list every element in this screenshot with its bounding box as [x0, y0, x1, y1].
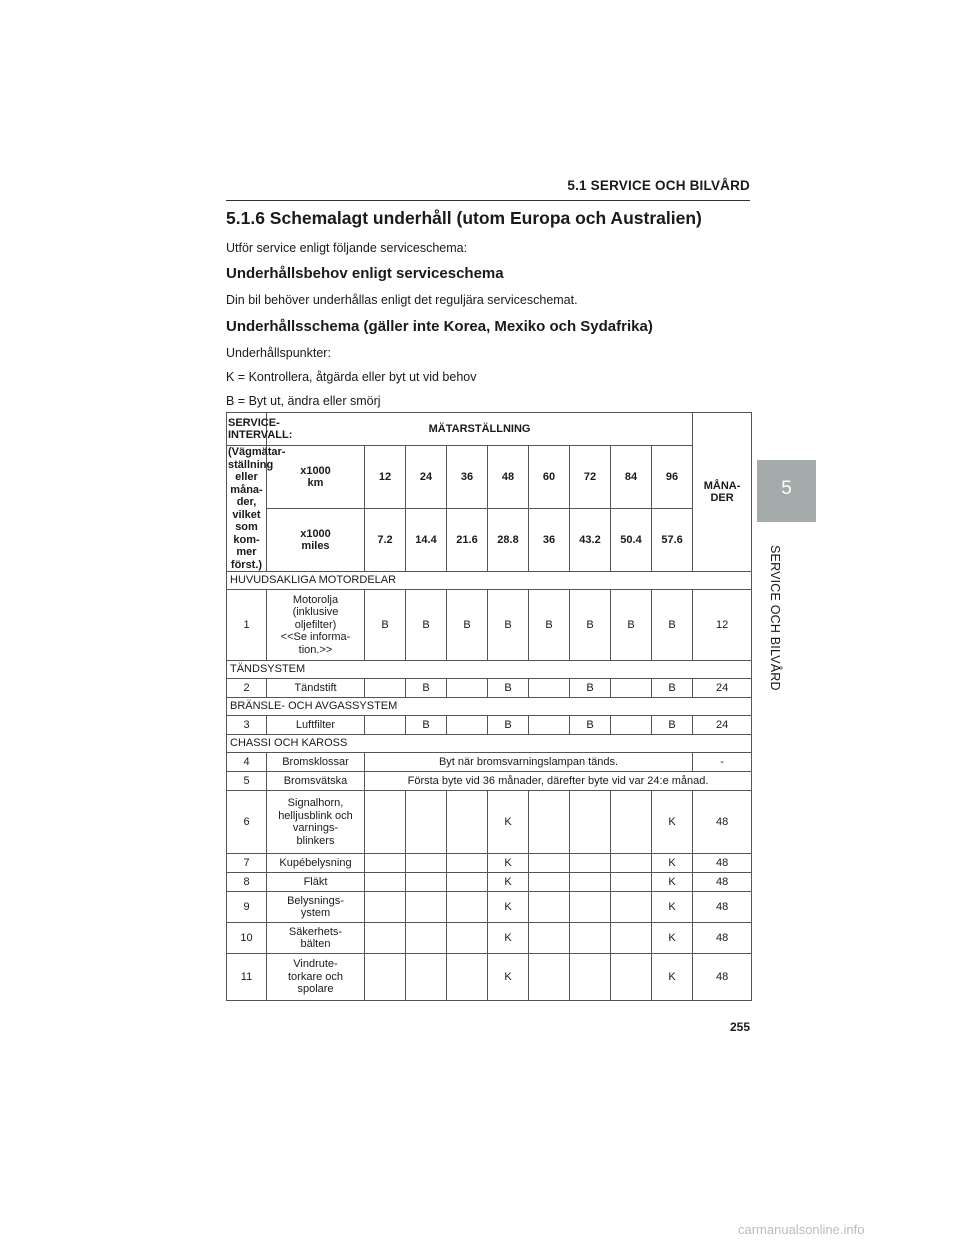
- row-cell: [529, 854, 570, 873]
- row-months: 48: [693, 791, 752, 854]
- section-row: [227, 698, 752, 716]
- row-cell: K: [652, 854, 693, 873]
- row-cell: B: [652, 590, 693, 661]
- table-row: [227, 716, 752, 735]
- header-service-interval: SERVICE- INTERVALL:: [227, 413, 267, 446]
- row-cell: [611, 791, 652, 854]
- chapter-number: 5: [781, 478, 792, 499]
- row-number: 8: [227, 873, 267, 892]
- row-cell: [447, 923, 488, 954]
- legend-k: K = Kontrollera, åtgärda eller byt ut vid behov: [226, 370, 477, 384]
- table-header-row: [227, 446, 752, 509]
- row-number: 11: [227, 954, 267, 1001]
- row-cell: B: [447, 590, 488, 661]
- row-cell: [611, 873, 652, 892]
- row-cell: K: [488, 873, 529, 892]
- table-row: [227, 923, 752, 954]
- header-interval-note: (Vägmätar- ställning eller måna- der, vilket som kom- mer först.): [228, 446, 286, 571]
- row-cell: K: [652, 791, 693, 854]
- row-cell: B: [406, 679, 447, 698]
- row-months: 12: [693, 590, 752, 661]
- row-cell: [529, 679, 570, 698]
- chapter-label: SERVICE OCH BILVÅRD: [768, 545, 782, 691]
- row-item: Belysnings- ystem: [267, 892, 365, 923]
- section-label: TÄNDSYSTEM: [227, 661, 752, 679]
- row-item: Tändstift: [267, 679, 365, 698]
- watermark: carmanualsonline.info: [738, 1222, 865, 1237]
- section-header: 5.1 SERVICE OCH BILVÅRD: [567, 178, 750, 193]
- section-label: CHASSI OCH KAROSS: [227, 735, 752, 753]
- row-cell: [570, 954, 611, 1001]
- row-cell: [406, 854, 447, 873]
- header-miles-value: 7.2: [365, 509, 406, 572]
- page-title: 5.1.6 Schemalagt underhåll (utom Europa och Australien): [226, 208, 702, 228]
- row-item: Kupébelysning: [267, 854, 365, 873]
- row-cell: B: [652, 716, 693, 735]
- subheading-maintenance-need: Underhållsbehov enligt serviceschema: [226, 265, 504, 282]
- row-cell: K: [488, 854, 529, 873]
- row-number: 10: [227, 923, 267, 954]
- maintenance-points-text: Underhållspunkter:: [226, 346, 331, 360]
- row-cell: [406, 954, 447, 1001]
- header-km-value: 84: [611, 446, 652, 509]
- row-number: 6: [227, 791, 267, 854]
- row-cell: B: [611, 590, 652, 661]
- row-cell: B: [488, 590, 529, 661]
- header-miles-value: 57.6: [652, 509, 693, 572]
- legend-b: B = Byt ut, ändra eller smörj: [226, 394, 381, 408]
- row-cell: [447, 716, 488, 735]
- row-cell: K: [652, 954, 693, 1001]
- row-cell: [611, 716, 652, 735]
- maintenance-need-text: Din bil behöver underhållas enligt det reguljära serviceschemat.: [226, 293, 578, 307]
- row-cell: [447, 873, 488, 892]
- row-cell: [447, 679, 488, 698]
- row-cell: [406, 923, 447, 954]
- row-number: 9: [227, 892, 267, 923]
- row-cell: [529, 716, 570, 735]
- subheading-maintenance-schedule: Underhållsschema (gäller inte Korea, Mexiko och Sydafrika): [226, 318, 653, 335]
- intro-text: Utför service enligt följande serviceschema:: [226, 241, 468, 255]
- row-cell: [611, 854, 652, 873]
- table-row: [227, 873, 752, 892]
- row-cell: [529, 892, 570, 923]
- table-row: [227, 791, 752, 854]
- header-miles-value: 21.6: [447, 509, 488, 572]
- row-cell: [570, 923, 611, 954]
- row-cell: K: [652, 892, 693, 923]
- row-cell: [365, 791, 406, 854]
- table-row: [227, 954, 752, 1001]
- row-number: 3: [227, 716, 267, 735]
- row-cell: [365, 716, 406, 735]
- row-cell: [529, 954, 570, 1001]
- table-row: [227, 590, 752, 661]
- row-note: Första byte vid 36 månader, därefter byte vid var 24:e månad.: [365, 772, 752, 791]
- row-cell: B: [570, 679, 611, 698]
- row-cell: [365, 923, 406, 954]
- header-km-value: 36: [447, 446, 488, 509]
- row-cell: [570, 791, 611, 854]
- row-months: 48: [693, 923, 752, 954]
- row-item: Motorolja (inklusive oljefilter) <<Se informa- tion.>>: [267, 590, 365, 661]
- row-number: 2: [227, 679, 267, 698]
- row-cell: K: [652, 873, 693, 892]
- row-item: Signalhorn, helljusblink och varnings- blinkers: [267, 791, 365, 854]
- row-item: Bromsvätska: [267, 772, 365, 791]
- section-row: [227, 735, 752, 753]
- row-cell: B: [652, 679, 693, 698]
- row-cell: B: [488, 679, 529, 698]
- header-rule: [226, 200, 750, 201]
- row-number: 5: [227, 772, 267, 791]
- row-cell: [447, 892, 488, 923]
- header-miles-label: x1000 miles: [267, 509, 365, 572]
- row-cell: K: [488, 791, 529, 854]
- page-number: 255: [729, 1020, 750, 1034]
- section-label: HUVUDSAKLIGA MOTORDELAR: [227, 572, 752, 590]
- section-row: [227, 661, 752, 679]
- table-row: [227, 892, 752, 923]
- row-item: Vindrute- torkare och spolare: [267, 954, 365, 1001]
- table-header-row: [227, 413, 752, 446]
- row-cell: [365, 854, 406, 873]
- row-item: Säkerhets- bälten: [267, 923, 365, 954]
- row-cell: K: [488, 954, 529, 1001]
- table-row: [227, 679, 752, 698]
- row-cell: [570, 854, 611, 873]
- row-cell: [447, 854, 488, 873]
- row-cell: [611, 954, 652, 1001]
- row-months: 48: [693, 892, 752, 923]
- row-cell: K: [652, 923, 693, 954]
- header-km-value: 24: [406, 446, 447, 509]
- row-months: 48: [693, 854, 752, 873]
- row-note: Byt när bromsvarningslampan tänds.: [365, 753, 693, 772]
- header-miles-value: 50.4: [611, 509, 652, 572]
- row-cell: [529, 923, 570, 954]
- row-cell: [406, 873, 447, 892]
- header-km-value: 60: [529, 446, 570, 509]
- row-cell: [406, 892, 447, 923]
- row-cell: B: [488, 716, 529, 735]
- row-cell: B: [529, 590, 570, 661]
- section-row: [227, 572, 752, 590]
- row-months: -: [693, 753, 752, 772]
- row-cell: [529, 873, 570, 892]
- row-item: Fläkt: [267, 873, 365, 892]
- row-cell: [447, 954, 488, 1001]
- row-cell: [611, 923, 652, 954]
- row-months: 24: [693, 716, 752, 735]
- row-cell: [611, 679, 652, 698]
- header-km-value: 12: [365, 446, 406, 509]
- header-km-value: 72: [570, 446, 611, 509]
- row-cell: [406, 791, 447, 854]
- row-cell: [365, 679, 406, 698]
- section-label: BRÄNSLE- OCH AVGASSYSTEM: [227, 698, 752, 716]
- row-cell: [570, 892, 611, 923]
- header-km-label: x1000 km: [267, 446, 365, 509]
- row-cell: B: [406, 590, 447, 661]
- row-item: Bromsklossar: [267, 753, 365, 772]
- header-km-value: 96: [652, 446, 693, 509]
- header-miles-value: 14.4: [406, 509, 447, 572]
- row-cell: B: [365, 590, 406, 661]
- row-cell: B: [570, 716, 611, 735]
- row-number: 7: [227, 854, 267, 873]
- row-cell: [365, 954, 406, 1001]
- row-months: 24: [693, 679, 752, 698]
- header-months: MÅNA- DER: [693, 413, 752, 572]
- header-miles-value: 36: [529, 509, 570, 572]
- row-cell: B: [570, 590, 611, 661]
- row-cell: K: [488, 923, 529, 954]
- row-number: 1: [227, 590, 267, 661]
- table-row: [227, 772, 752, 791]
- row-cell: [611, 892, 652, 923]
- row-cell: [570, 873, 611, 892]
- row-number: 4: [227, 753, 267, 772]
- row-cell: B: [406, 716, 447, 735]
- maintenance-table: [226, 412, 752, 1001]
- row-months: 48: [693, 873, 752, 892]
- row-cell: K: [488, 892, 529, 923]
- header-miles-value: 43.2: [570, 509, 611, 572]
- header-miles-value: 28.8: [488, 509, 529, 572]
- row-cell: [365, 873, 406, 892]
- table-row: [227, 753, 752, 772]
- row-months: 48: [693, 954, 752, 1001]
- table-header-row: [227, 509, 752, 572]
- table-row: [227, 854, 752, 873]
- row-cell: [447, 791, 488, 854]
- row-cell: [529, 791, 570, 854]
- header-km-value: 48: [488, 446, 529, 509]
- row-cell: [365, 892, 406, 923]
- row-item: Luftfilter: [267, 716, 365, 735]
- header-odometer: MÄTARSTÄLLNING: [267, 413, 693, 446]
